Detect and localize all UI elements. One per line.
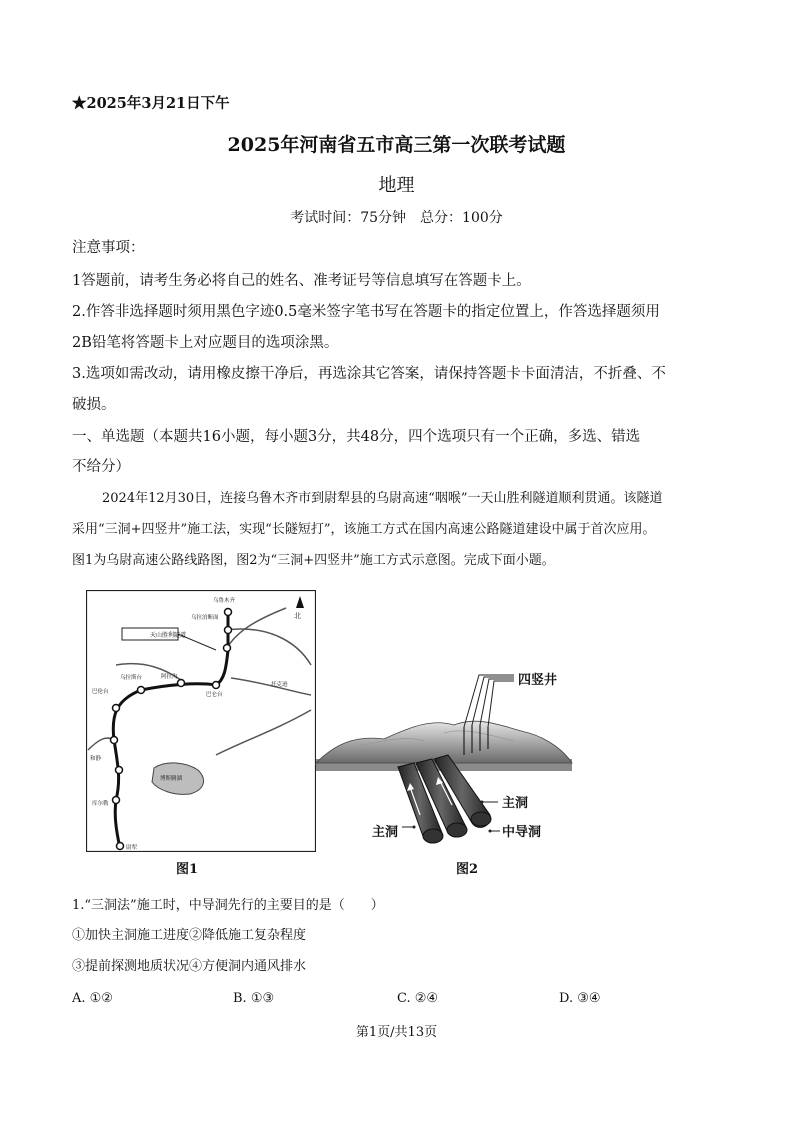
- note-item-3-cont: 破损。: [72, 397, 116, 413]
- passage-line-1: 2024年12月30日，连接乌鲁木齐市到尉犁县的乌尉高速“咽喉”一天山胜利隧道顺利贯通。该隧道: [102, 491, 663, 506]
- tunnel-schematic-figure: [314, 655, 576, 855]
- exam-info: 考试时间：75分钟 总分：100分: [290, 210, 503, 226]
- map-label-4: 阿拉沟: [161, 674, 178, 680]
- map-label-start: 乌鲁木齐: [213, 598, 236, 604]
- map-station: [117, 843, 124, 850]
- section-heading: 一、单选题（本题共16小题，每小题3分，共48分，四个选项只有一个正确，多选、错选: [72, 429, 641, 445]
- note-item-2-cont: 2B铅笔将答题卡上对应题目的选项涂黑。: [72, 335, 339, 351]
- map-station: [213, 682, 220, 689]
- map-station: [113, 797, 120, 804]
- question-1-stem: 1.“三洞法”施工时，中导洞先行的主要目的是（ ）: [72, 898, 384, 913]
- passage-line-3: 图1为乌尉高速公路线路图，图2为“三洞+四竖井”施工方式示意图。完成下面小题。: [72, 553, 555, 568]
- passage-line-2: 采用“三洞+四竖井”施工法，实现“长隧短打”，该施工方式在国内高速公路隧道建设中属于首次应用。: [72, 522, 656, 537]
- note-item-1: 1答题前，请考生务必将自己的姓名、准考证号等信息填写在答题卡上。: [72, 273, 531, 289]
- map-station: [224, 645, 231, 652]
- section-heading-cont: 不给分）: [72, 459, 130, 475]
- question-1-options-line-2: ③提前探测地质状况④方便洞内通风排水: [72, 959, 307, 974]
- map-station: [138, 687, 145, 694]
- choice-c[interactable]: C. ②④: [397, 991, 439, 1006]
- map-station: [111, 737, 118, 744]
- map-label-5: 巴仑台: [206, 692, 223, 698]
- guide-tunnel-label: 中导洞: [502, 825, 542, 840]
- page-title: 2025年河南省五市高三第一次联考试题: [227, 134, 566, 156]
- route-map-figure: [86, 590, 316, 852]
- choice-d[interactable]: D. ③④: [559, 991, 601, 1006]
- exam-date-line: ★2025年3月21日下午: [72, 95, 230, 112]
- map-label-7: 和静: [90, 756, 102, 762]
- shafts-label: 四竖井: [518, 673, 558, 688]
- choice-b[interactable]: B. ①③: [233, 991, 275, 1006]
- map-station: [225, 609, 232, 616]
- map-station: [225, 627, 232, 634]
- note-item-2: 2.作答非选择题时须用黑色字迹0.5毫米签字笔书写在答题卡的指定位置上，作答选择题须用: [72, 304, 660, 320]
- figure2-caption: 图2: [456, 862, 479, 877]
- map-label-8: 库尔勒: [92, 801, 109, 807]
- notes-heading: 注意事项：: [72, 240, 145, 256]
- north-label: 北: [294, 612, 301, 620]
- main-tunnel-label-right: 主洞: [502, 796, 529, 811]
- map-station: [113, 705, 120, 712]
- map-frame: [87, 591, 316, 852]
- map-label-1: 乌拉泊断面: [191, 615, 219, 621]
- question-1-options-line-1: ①加快主洞施工进度②降低施工复杂程度: [72, 928, 307, 943]
- subject-title: 地理: [378, 175, 415, 196]
- figure1-caption: 图1: [176, 862, 199, 877]
- tunnel-label: 天山胜利隧道: [150, 632, 187, 639]
- choice-a[interactable]: A. ①②: [72, 991, 113, 1006]
- main-tunnel-label-left: 主洞: [372, 825, 399, 840]
- map-label-3: 巴伦台: [92, 689, 109, 695]
- map-label-end: 尉犁: [126, 845, 138, 851]
- note-item-3: 3.选项如需改动，请用橡皮擦干净后，再选涂其它答案，请保持答题卡卡面清洁，不折叠、不: [72, 366, 666, 382]
- lake-label: 博斯腾湖: [160, 776, 183, 782]
- shaft-leader-lines: [464, 675, 514, 727]
- page-number: 第1页/共13页: [355, 1025, 438, 1040]
- map-station: [116, 767, 123, 774]
- map-station: [178, 680, 185, 687]
- map-label-2: 乌拉斯台: [120, 675, 143, 681]
- map-label-6: 托克逊: [271, 682, 288, 688]
